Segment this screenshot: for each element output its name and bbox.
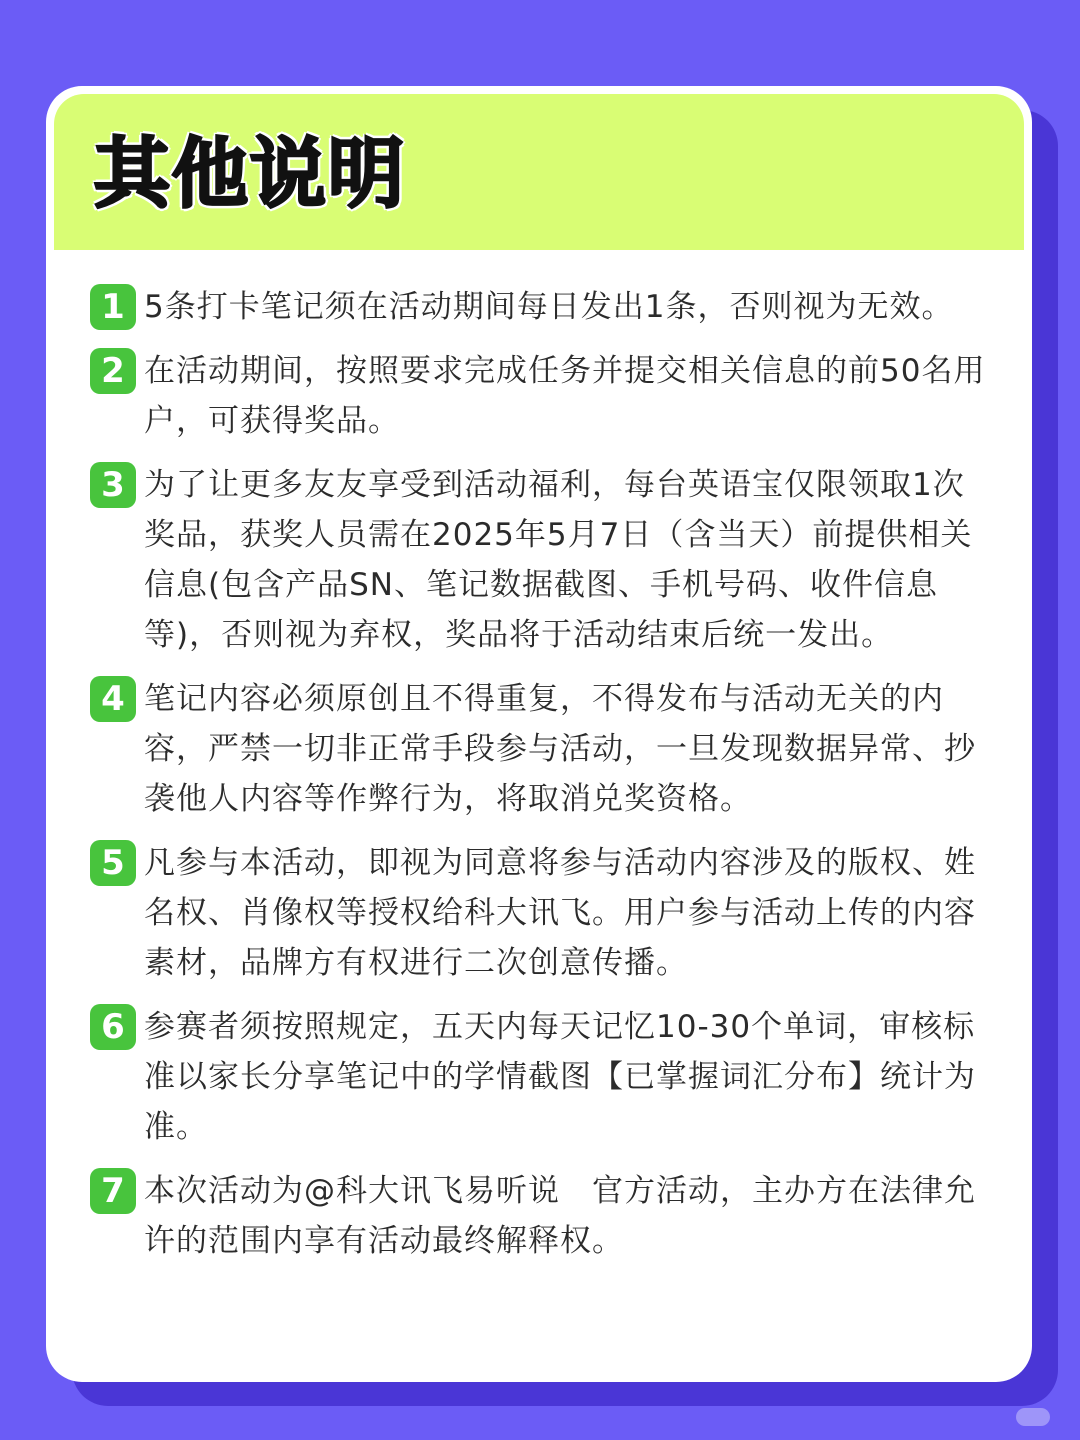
rule-text: 笔记内容必须原创且不得重复，不得发布与活动无关的内容，严禁一切非正常手段参与活动，一旦发现数据异常、抄袭他人内容等作弊行为，将取消兑奖资格。 [144,681,976,817]
rule-number-badge: 6 [90,1004,136,1050]
rule-text: 本次活动为@科大讯飞易听说 官方活动，主办方在法律允许的范围内享有活动最终解释权。 [144,1173,976,1259]
rule-text: 凡参与本活动，即视为同意将参与活动内容涉及的版权、姓名权、肖像权等授权给科大讯飞。用户参与活动上传的内容素材，品牌方有权进行二次创意传播。 [144,845,976,981]
rule-text: 为了让更多友友享受到活动福利，每台英语宝仅限领取1次奖品，获奖人员需在2025年5月7日（含当天）前提供相关信息(包含产品SN、笔记数据截图、手机号码、收件信息等)，否则视为弃权，奖品将于活动结束后统一发出。 [144,467,973,653]
watermark-logo [1016,1408,1050,1426]
rule-number-badge: 5 [90,840,136,886]
rule-number-badge: 7 [90,1168,136,1214]
rule-item [90,1166,990,1266]
rule-text: 在活动期间，按照要求完成任务并提交相关信息的前50名用户，可获得奖品。 [144,353,986,439]
page-title: 其他说明 [94,129,406,218]
rule-item [90,838,990,988]
rule-number-badge: 3 [90,462,136,508]
rule-text: 5条打卡笔记须在活动期间每日发出1条，否则视为无效。 [144,289,954,325]
rule-number-badge: 1 [90,284,136,330]
rule-item [90,674,990,824]
rule-number-badge: 2 [90,348,136,394]
rules-list [90,282,990,1280]
rule-number-badge: 4 [90,676,136,722]
info-card [46,86,1032,1382]
card-header [54,94,1024,250]
rule-item [90,346,990,446]
rule-text: 参赛者须按照规定，五天内每天记忆10-30个单词，审核标准以家长分享笔记中的学情截图【已掌握词汇分布】统计为准。 [144,1009,976,1145]
rule-item [90,460,990,660]
rule-item [90,282,990,332]
rule-item [90,1002,990,1152]
